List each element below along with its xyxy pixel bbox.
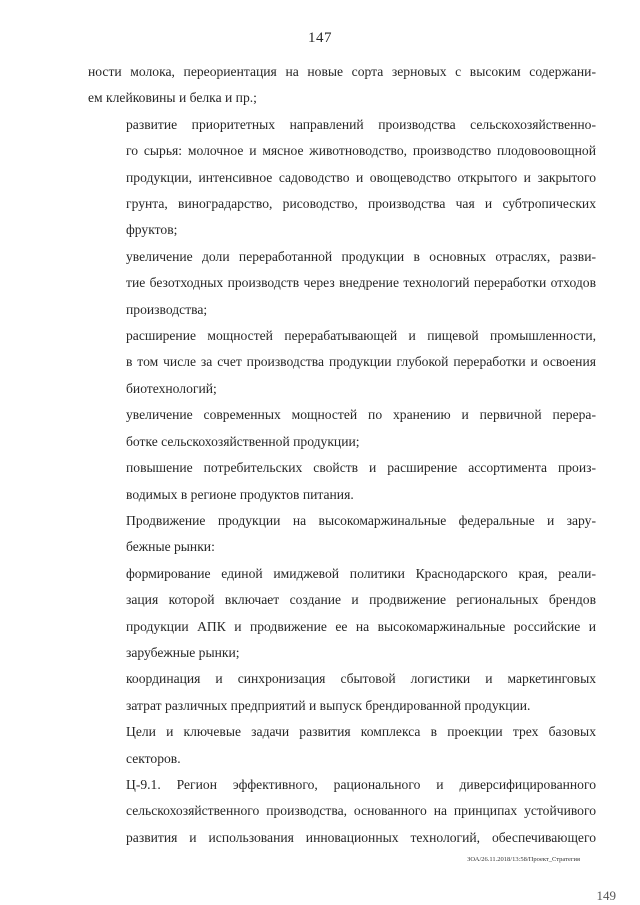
text-line: грунта, виноградарство, рисоводство, производства чая и субтропических [126,196,596,212]
text-line: ем клейковины и белка и пр.; [88,90,257,106]
text-line: сельскохозяйственного производства, основанного на принципах устойчивого [126,803,596,819]
text-line: водимых в регионе продуктов питания. [126,486,354,502]
text-line: зация которой включает создание и продвижение региональных брендов [126,592,596,608]
text-line: развития и использования инновационных технологий, обеспечивающего [126,829,596,845]
text-line: го сырья: молочное и мясное животноводство, производство плодовоовощной [126,143,596,159]
text-line: расширение мощностей перерабатывающей и пищевой промышленности, [126,328,596,344]
text-line: Продвижение продукции на высокомаржинальные федеральные и зару- [126,512,596,528]
paragraph [88,455,596,508]
text-line: увеличение доли переработанной продукции в основных отраслях, разви- [126,248,596,264]
text-line: в том числе за счет производства продукции глубокой переработки и освоения [126,354,596,370]
paragraph [88,112,596,244]
text-line: производства; [126,301,208,317]
paragraph [88,59,596,112]
text-line: зарубежные рынки; [126,644,240,660]
page-number: 147 [308,30,332,46]
text-line: увеличение современных мощностей по хранению и первичной перера- [126,407,596,423]
text-line: затрат различных предприятий и выпуск брендированной продукции. [126,697,531,713]
text-line: Ц-9.1. Регион эффективного, рационального и диверсифицированного [126,776,596,792]
text-line: развитие приоритетных направлений производства сельскохозяйственно- [126,116,596,132]
text-line: координация и синхронизация сбытовой логистики и маркетинговых [126,671,596,687]
corner-page-number: 149 [596,888,616,903]
paragraph [88,402,596,455]
paragraph [88,719,596,772]
text-line: формирование единой имиджевой политики Краснодарского края, реали- [126,565,596,581]
text-line: Цели и ключевые задачи развития комплекса в проекции трех базовых [126,724,596,740]
text-line: тие безотходных производств через внедрение технологий переработки отходов [126,275,596,291]
text-line: продукции, интенсивное садоводство и овощеводство открытого и закрытого [126,169,596,185]
text-line: секторов. [126,750,181,766]
text-line: бежные рынки: [126,539,215,555]
text-line: фруктов; [126,222,178,238]
paragraph [88,561,596,667]
text-line: ности молока, переориентация на новые сорта зерновых с высоким содержани- [88,64,596,79]
text-line: ботке сельскохозяйственной продукции; [126,433,360,449]
paragraph [88,323,596,402]
text-line: повышение потребительских свойств и расширение ассортимента произ- [126,460,596,476]
paragraph [88,666,596,719]
document-body [88,59,596,851]
paragraph [88,244,596,323]
paragraph [88,772,596,851]
text-line: биотехнологий; [126,380,217,396]
footer-document-code: ЗОА/26.11.2018/13:58/Проект_Стратегия [467,856,580,863]
paragraph [88,508,596,561]
text-line: продукции АПК и продвижение ее на высокомаржинальные российские и [126,618,596,634]
